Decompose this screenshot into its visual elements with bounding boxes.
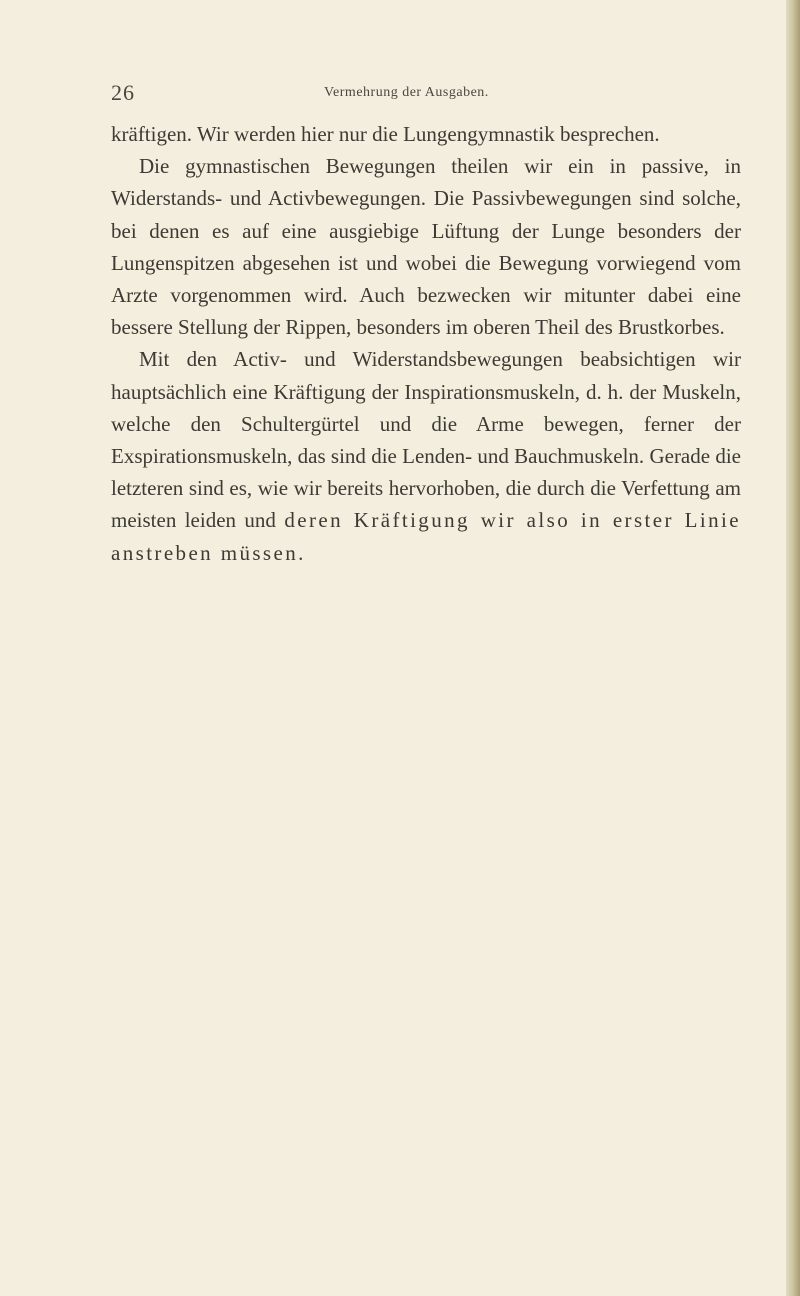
letterspaced-emphasis: deren Kräftigung wir also in erster Linie anstreben müssen. [111, 508, 741, 565]
paragraph-active-movements [111, 343, 741, 568]
page-edge-shadow [786, 0, 800, 1296]
paragraph-gymnastic-movements [111, 150, 741, 343]
paragraph-continuation [111, 118, 741, 150]
running-title: Vermehrung der Ausgaben. [324, 85, 489, 100]
running-head [111, 80, 751, 110]
paragraph-text: Die gymnastischen Bewegungen theilen wir ein in passive, in Widerstands- und Activbewegungen. Die Passivbewegungen sind solche, bei denen es auf eine ausgiebige Lüftung der Lunge besonders der Lungenspitzen abgesehen ist und wobei die Bewegung vorwiegend vom Arzte vorgenommen wird. Auch bezwecken wir mitunter dabei eine bessere Stellung der Rippen, besonders im oberen Theil des Brustkorbes. [111, 154, 741, 340]
page-number: 26 [111, 80, 135, 105]
paragraph-text: Mit den Activ- und Widerstandsbewegungen beabsichtigen wir hauptsächlich eine Kräftigung der Inspirationsmuskeln, d. h. der Muskeln, welche den Schultergürtel und die Arme bewegen, ferner der Exspirationsmuskeln, das sind die Lenden- und Bauchmuskeln. Gerade die letzteren sind es, wie wir bereits hervorhoben, die durch die Verfettung am meisten leiden und [111, 347, 741, 533]
body-text [111, 118, 741, 569]
paragraph-text: kräftigen. Wir werden hier nur die Lungengymnastik besprechen. [111, 122, 660, 146]
